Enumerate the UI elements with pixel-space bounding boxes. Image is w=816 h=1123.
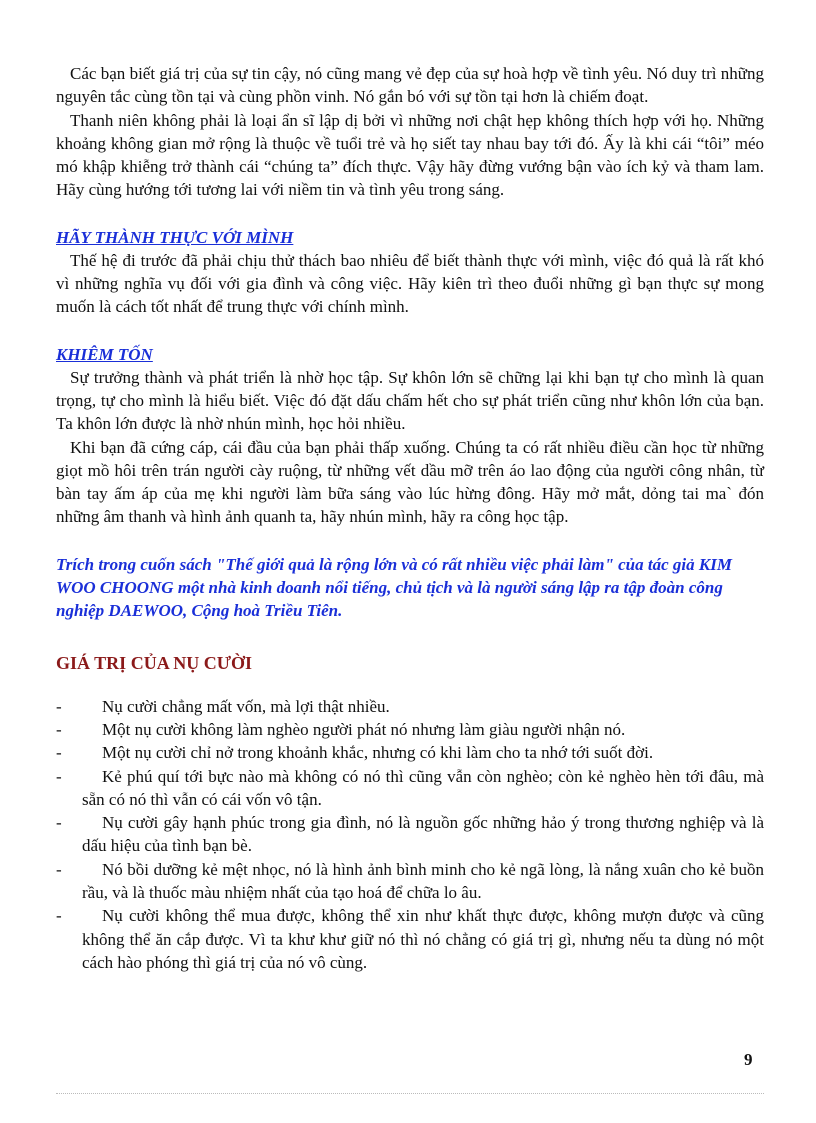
smile-list <box>56 695 764 975</box>
list-item: - Nụ cười gây hạnh phúc trong gia đình, nó là nguồn gốc những hảo ý trong thương nghiệp và là dấu hiệu của tình bạn bè. <box>56 813 764 856</box>
list-item: - Một nụ cười không làm nghèo người phát nó nhưng làm giàu người nhận nó. <box>56 719 626 739</box>
source-quote: Trích trong cuốn sách "Thế giới quả là rộng lớn và có rất nhiều việc phải làm" của tác giả KIM WOO CHOONG một nhà kinh doanh nổi tiếng, chủ tịch và là người sáng lập ra tập đoàn công nghiệp DAEWOO, Cộng hoà Triều Tiên. <box>56 554 732 621</box>
list-item: - Nụ cười chẳng mất vốn, mà lợi thật nhiều. <box>56 696 390 716</box>
humble-paragraph-1: Sự trưởng thành và phát triển là nhờ học tập. Sự khôn lớn sẽ chững lại khi bạn tự cho mình là quan trọng, tự cho mình là hiểu biết. Việc đó đặt dấu chấm hết cho sự phát triển cũng như khôn lớn của bạn. Ta khôn lớn được là nhờ nhún mình, học hỏi nhiều. <box>56 367 764 434</box>
list-item: - Kẻ phú quí tới bực nào mà không có nó thì cũng vẫn còn nghèo; còn kẻ nghèo hèn tới đâu, mà sẵn có nó thì vẫn có cái vốn vô tận. <box>56 766 764 809</box>
list-item: - Một nụ cười chỉ nở trong khoảnh khắc, nhưng có khi làm cho ta nhớ tới suốt đời. <box>56 743 654 763</box>
list-item: - Nụ cười không thể mua được, không thể xin như khất thực được, không mượn được và cũng không thể ăn cắp được. Vì ta khư khư giữ nó thì nó chẳng có giá trị gì, nhưng nếu ta dùng nó một cách hào phóng thì giá trị của nó vô cùng. <box>56 906 764 972</box>
intro-paragraph-2: Thanh niên không phải là loại ẩn sĩ lập dị bởi vì những nơi chật hẹp không thích hợp với họ. Những khoảng không gian mở rộng là thuộc về tuổi trẻ và họ siết tay nhau bay tới đó. Ấy là khi cái “tôi” méo mó khập khiễng trở thành cái “chúng ta” đích thực. Vậy hãy đừng vướng bận vào ích kỷ và tham lam. Hãy cùng hướng tới tương lai với niềm tin và tình yêu trong sáng. <box>56 110 764 200</box>
honest-paragraph: Thế hệ đi trước đã phải chịu thử thách bao nhiêu để biết thành thực với mình, việc đó quả là rất khó vì những nghĩa vụ đối với gia đình và công việc. Hãy kiên trì theo đuổi những gì bạn thực sự mong muốn là cách tốt nhất để trung thực với chính mình. <box>56 250 764 317</box>
page-content <box>56 62 764 974</box>
list-item: - Nó bồi dưỡng kẻ mệt nhọc, nó là hình ảnh bình minh cho kẻ ngã lòng, là nắng xuân cho kẻ buồn rầu, và là thuốc màu nhiệm nhất của tạo hoá để chữa lo âu. <box>56 859 764 903</box>
smile-section-title: GIÁ TRỊ CỦA NỤ CƯỜI <box>56 652 253 673</box>
footer-divider <box>56 1093 764 1094</box>
intro-paragraph-1: Các bạn biết giá trị của sự tin cậy, nó cũng mang vẻ đẹp của sự hoà hợp về tình yêu. Nó duy trì những nguyên tắc cùng tồn tại và cùng phồn vinh. Nó gắn bó với sự tồn tại hơn là chiếm đoạt. <box>56 64 764 107</box>
humble-paragraph-2: Khi bạn đã cứng cáp, cái đầu của bạn phải thấp xuống. Chúng ta có rất nhiều điều cần học từ những giọt mồ hôi trên trán người cày ruộng, từ những vết dầu mỡ trên áo lao động của người công nhân, từ bàn tay ấm áp của mẹ khi người làm bữa sáng vào lúc hừng đông. Hãy mở mắt, dỏng tai ma` đón những âm thanh và hình ảnh quanh ta, hãy nhún mình, hãy ra công học tập. <box>56 437 764 527</box>
page-number: 9 <box>744 1050 753 1069</box>
heading-humble: KHIÊM TỐN <box>56 344 153 364</box>
heading-honest: HÃY THÀNH THỰC VỚI MÌNH <box>56 227 294 247</box>
